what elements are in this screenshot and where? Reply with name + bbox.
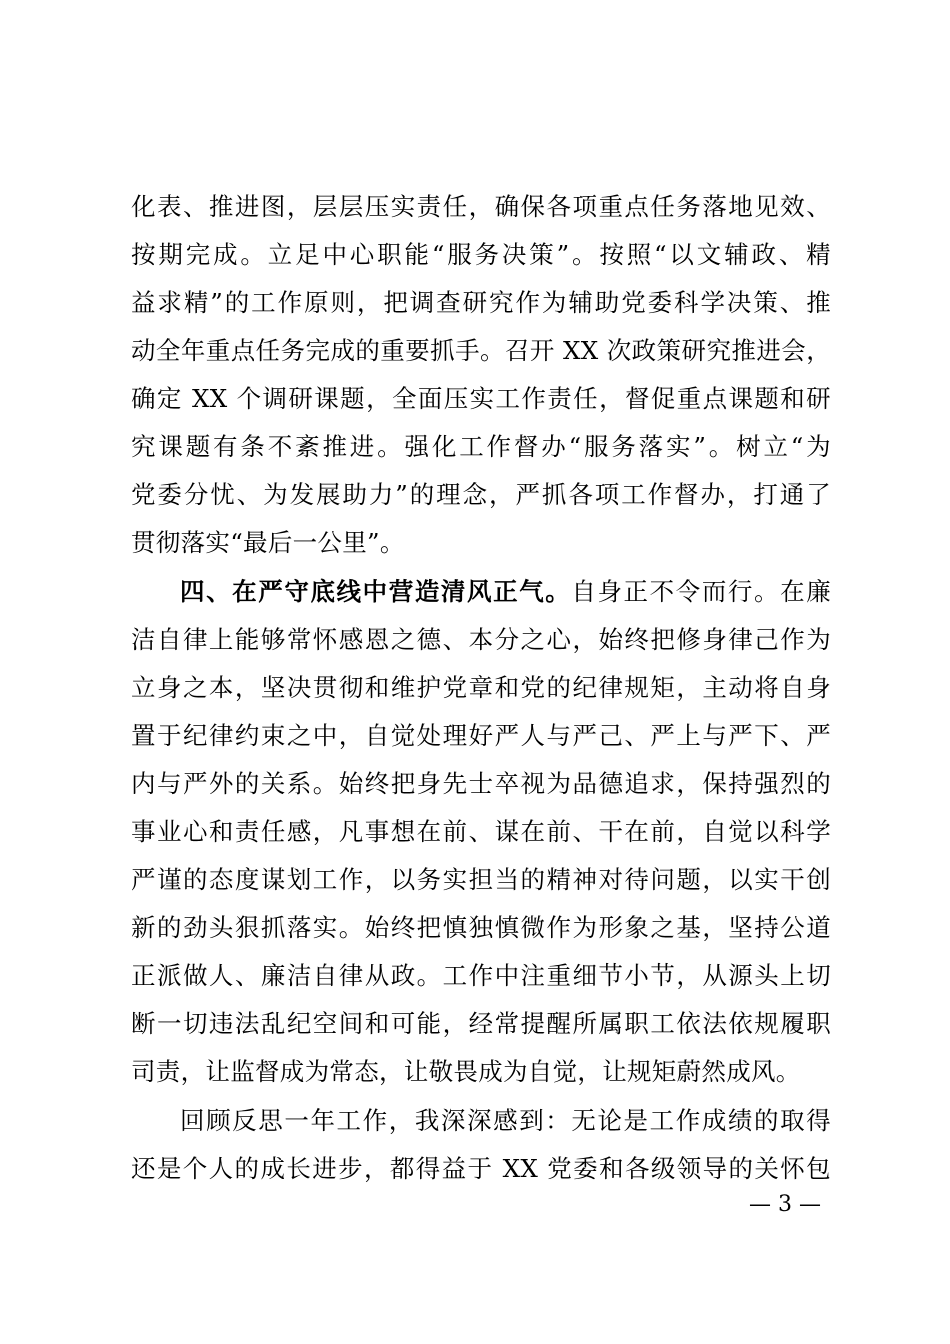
- paragraph-line: 立身之本，坚决贯彻和维护党章和党的纪律规矩，主动将自身: [131, 673, 831, 702]
- paragraph-line: 置于纪律约束之中，自觉处理好严人与严己、严上与严下、严: [131, 721, 831, 750]
- paragraph-line: 事业心和责任感，凡事想在前、谋在前、干在前，自觉以科学: [131, 817, 831, 846]
- paragraph-line: 严谨的态度谋划工作，以务实担当的精神对待问题，以实干创: [131, 865, 831, 894]
- paragraph-line: 究课题有条不紊推进。强化工作督办“服务落实”。树立“为: [131, 432, 831, 461]
- paragraph-line: 回顾反思一年工作，我深深感到：无论是工作成绩的取得: [180, 1106, 831, 1135]
- paragraph-line: 还是个人的成长进步，都得益于 XX 党委和各级领导的关怀包: [131, 1154, 831, 1183]
- paragraph-line: 新的劲头狠抓落实。始终把慎独慎微作为形象之基，坚持公道: [131, 913, 831, 942]
- paragraph-line: 益求精”的工作原则，把调查研究作为辅助党委科学决策、推: [131, 288, 831, 317]
- paragraph-line: 司责，让监督成为常态，让敬畏成为自觉，让规矩蔚然成风。: [131, 1057, 801, 1086]
- paragraph-line: 党委分忧、为发展助力”的理念，严抓各项工作督办，打通了: [131, 480, 831, 509]
- section-four-text: 自身正不令而行。在廉: [571, 577, 831, 606]
- paragraph-line: 动全年重点任务完成的重要抓手。召开 XX 次政策研究推进会，: [131, 336, 831, 365]
- section-four-first-line: [180, 577, 831, 607]
- paragraph-line: 贯彻落实“最后一公里”。: [131, 528, 405, 557]
- page-number: — 3 —: [749, 1192, 821, 1217]
- paragraph-line: 按期完成。立足中心职能“服务决策”。按照“以文辅政、精: [131, 240, 831, 269]
- paragraph-line: 内与严外的关系。始终把身先士卒视为品德追求，保持强烈的: [131, 769, 831, 798]
- paragraph-line: 断一切违法乱纪空间和可能，经常提醒所属职工依法依规履职: [131, 1009, 831, 1038]
- paragraph-line: 洁自律上能够常怀感恩之德、本分之心，始终把修身律己作为: [131, 625, 831, 654]
- section-heading: 四、在严守底线中营造清风正气。: [180, 577, 572, 606]
- paragraph-line: 化表、推进图，层层压实责任，确保各项重点任务落地见效、: [131, 192, 831, 221]
- paragraph-line: 确定 XX 个调研课题，全面压实工作责任，督促重点课题和研: [131, 384, 831, 413]
- paragraph-line: 正派做人、廉洁自律从政。工作中注重细节小节，从源头上切: [131, 961, 831, 990]
